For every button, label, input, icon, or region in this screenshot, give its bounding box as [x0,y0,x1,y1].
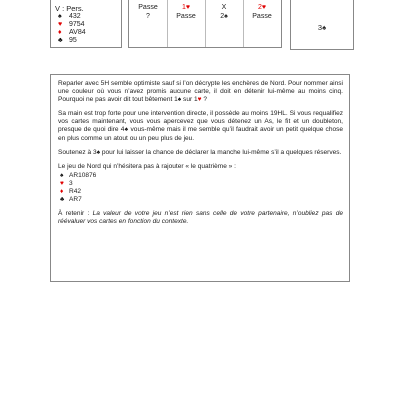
spade-icon: ♠ [177,96,182,104]
hand-line-hearts [58,21,85,28]
bidding-table [128,0,282,48]
heart-icon: ♥ [60,179,64,187]
spade-icon: ♠ [60,171,64,179]
bid-west-1: 1♥ [181,4,191,11]
vulnerability-label: V : Pers. [55,4,84,13]
paragraph-analysis: Reparler avec 5H semble optimiste sauf si l’on décrypte les enchères de Nord. Pour nommer ainsi une couleur où vous n’avez promis aucune carte, il doit en détenir lui-même au moins cinq. Pourquoi ne pas avoir dit tout bêtement 1♠ sur 1♥ ? [58,80,343,104]
hand-line-clubs [58,37,77,44]
north-hand-clubs: ♣ AR7 [60,196,82,204]
spade-icon: ♠ [96,148,101,156]
spade-icon: ♠ [124,126,129,134]
bid-north-2: 2♠ [220,13,228,20]
takeaway-text: La valeur de votre jeu n’est rien sans celle de votre partenaire, n’oubliez pas de réévaluer vos cartes en fonction du contexte. [58,210,343,226]
bid-north-1: X [221,4,227,11]
answer-bid: 3♠ [317,23,327,32]
bid-south-1: Passe [138,4,158,11]
heart-icon: ♥ [197,96,202,104]
heart-icon: ♥ [58,21,63,28]
bid-south-2: ? [146,13,150,20]
paragraph-support: Soutenez à 3♠ pour lui laisser la chance de déclarer la manche lui-même s’il a quelques réserves. [58,148,342,156]
club-icon: ♣ [60,196,65,204]
explanation-box [50,74,350,282]
paragraph-takeaway [58,210,343,226]
north-hand-diamonds: ♦ R42 [60,188,82,196]
north-hand-spades: ♠ AR10876 [60,171,97,179]
hand-cards-diamonds: AV84 [69,29,86,36]
hand-line-diamonds [58,29,86,36]
diamond-icon: ♦ [60,188,64,196]
hand-line-spades [58,13,81,20]
north-hand-hearts: ♥ 3 [60,179,73,187]
hand-cards-hearts: 9754 [69,21,85,28]
hand-cards-spades: 432 [69,13,81,20]
bid-west-2: Passe [176,13,196,20]
bid-east-2: Passe [252,13,272,20]
answer-box [290,0,354,50]
club-icon: ♣ [58,37,63,44]
paragraph-north-hand-intro: Le jeu de Nord qui n’hésitera pas à rajouter « le quatrième » : [58,162,236,170]
spade-icon: ♠ [58,13,62,20]
hand-cards-clubs: 95 [69,37,77,44]
hand-box [50,0,122,48]
bid-east-1: 2♥ [257,4,267,11]
paragraph-strength: Sa main est trop forte pour une intervention directe, il possède au moins 19HL. Si vous requalifiez vos cartes maintenant, vous vous apercevez que vous détenez un As, le fit et un doubleton, presque de quoi dire 4♠ vous-même mais il me semble qu’il faudrait avoir un petit quelque chose en plus comme un atout ou un peu plus de jeu. [58,110,344,142]
takeaway-label: À retenir : [58,210,90,218]
diamond-icon: ♦ [58,29,62,36]
